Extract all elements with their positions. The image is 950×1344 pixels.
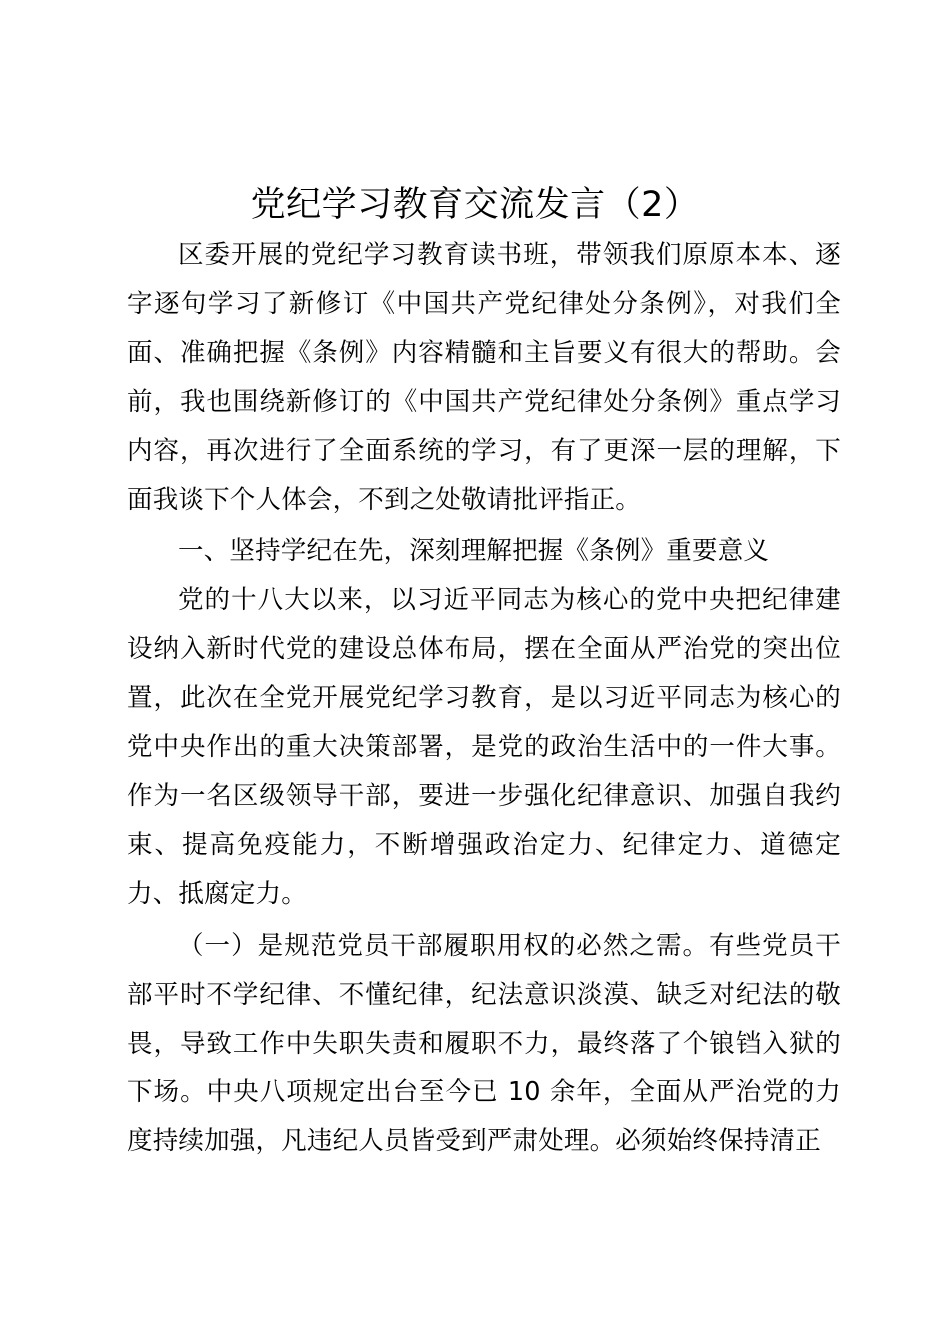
- paragraph-section-1: 党的十八大以来，以习近平同志为核心的党中央把纪律建设纳入新时代党的建设总体布局，摆在全面从严治党的突出位置，此次在全党开展党纪学习教育，是以习近平同志为核心的党中央作出的重大决策部署，是党的政治生活中的一件大事。作为一名区级领导干部，要进一步强化纪律意识、加强自我约束、提高免疫能力，不断增强政治定力、纪律定力、道德定力、抵腐定力。: [127, 585, 841, 909]
- section-heading-1: 一、坚持学纪在先，深刻理解把握《条例》重要意义: [178, 536, 770, 567]
- document-title: 党纪学习教育交流发言（2）: [250, 185, 700, 225]
- paragraph-intro: 区委开展的党纪学习教育读书班，带领我们原原本本、逐字逐句学习了新修订《中国共产党纪律处分条例》，对我们全面、准确把握《条例》内容精髓和主旨要义有很大的帮助。会前，我也围绕新修订的《中国共产党纪律处分条例》重点学习内容，再次进行了全面系统的学习，有了更深一层的理解，下面我谈下个人体会，不到之处敬请批评指正。: [127, 240, 841, 515]
- document-body: [127, 231, 841, 1166]
- paragraph-subsection-1: （一）是规范党员干部履职用权的必然之需。有些党员干部平时不学纪律、不懂纪律，纪法意识淡漠、缺乏对纪法的敬畏，导致工作中失职失责和履职不力，最终落了个锒铛入狱的下场。中央八项规定出台至今已 10 余年，全面从严治党的力度持续加强，凡违纪人员皆受到严肃处理。必须始终保持清正: [127, 930, 841, 1157]
